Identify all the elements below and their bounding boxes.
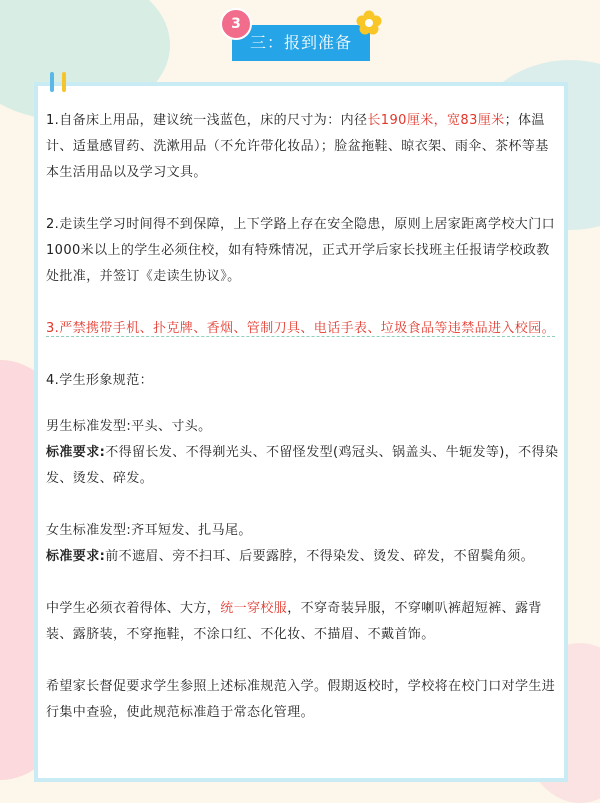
female-req-label: 标准要求: — [46, 549, 106, 564]
male-hair-standard: 男生标准发型:平头、寸头。 — [46, 419, 212, 434]
paragraph-image-heading: 4.学生形象规范： — [46, 373, 154, 388]
section-number-badge: 3 — [220, 8, 252, 40]
male-requirements — [46, 440, 561, 492]
bedding-lead: 1.自备床上用品，建议统一浅蓝色，床的尺寸为：内径 — [46, 113, 368, 128]
male-req-text: 不得留长发、不得剃光头、不留怪发型(鸡冠头、锅盖头、牛轭发等)，不得染发、烫发、碎发。 — [46, 445, 559, 486]
female-hair-standard: 女生标准发型:齐耳短发、扎马尾。 — [46, 523, 252, 538]
uniform-highlight: 统一穿校服 — [220, 601, 288, 616]
flower-icon — [356, 10, 382, 36]
prohibited-items-highlight: 3.严禁携带手机、扑克牌、香烟、管制刀具、电话手表、垃圾食品等违禁品进入校园。 — [46, 321, 556, 336]
section-title: 三：报到准备 — [232, 25, 370, 61]
female-requirements — [46, 544, 561, 570]
male-req-label: 标准要求: — [46, 445, 106, 460]
paragraph-bedding — [46, 108, 561, 186]
bedding-tail: ；体温计、适量感冒药、洗漱用品（不允许带化妆品）；脸盆拖鞋、晾衣架、雨伞、茶杯等基本生活用品以及学习文具。 — [46, 113, 549, 180]
paragraph-dress-code — [46, 596, 561, 648]
dress-lead: 中学生必须衣着得体、大方， — [46, 601, 221, 616]
female-req-text: 前不遮眉、旁不扫耳、后要露脖，不得染发、烫发、碎发，不留鬓角须。 — [105, 549, 535, 564]
dress-tail: ，不穿奇装异服，不穿喇叭裤超短裤、露背装、露脐装，不穿拖鞋，不涂口红、不化妆、不描眉、不戴首饰。 — [46, 601, 542, 642]
paragraph-closing: 希望家长督促要求学生参照上述标准规范入学。假期返校时，学校将在校门口对学生进行集中查验，使此规范标准趋于常态化管理。 — [46, 679, 556, 720]
bed-size-highlight: 长190厘米，宽83厘米 — [367, 113, 505, 128]
paragraph-prohibited-items — [46, 316, 561, 342]
article-body — [46, 108, 561, 726]
paragraph-day-students: 2.走读生学习时间得不到保障，上下学路上存在安全隐患，原则上居家距离学校大门口1000米以上的学生必须住校，如有特殊情况，正式开学后家长找班主任报请学校政教处批准，并签订《走读生协议》。 — [46, 217, 556, 284]
